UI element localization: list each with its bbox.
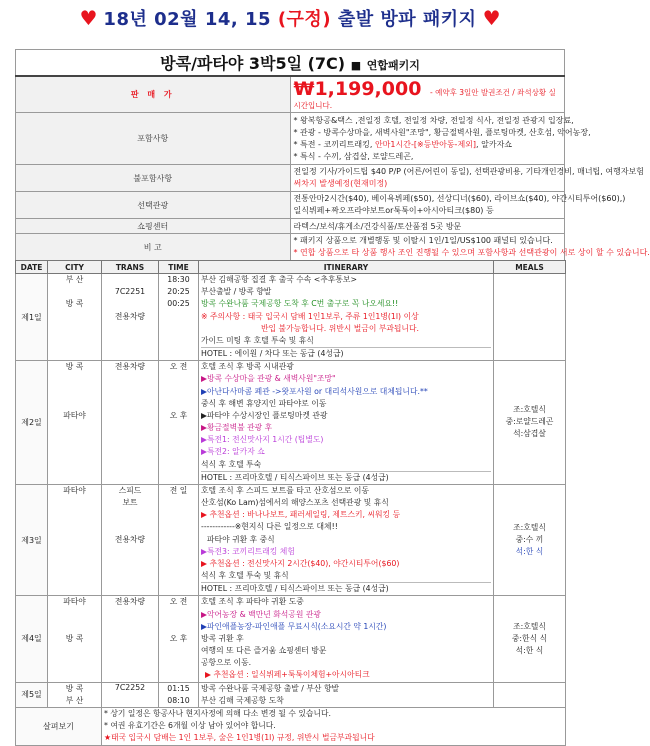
table-row — [16, 361, 566, 485]
price-amount: ₩1,199,000 — [293, 78, 422, 100]
city-cell: 방 콕 파타야 — [48, 361, 102, 485]
meals-cell: 조:호텔식 중:로얄드레곤 석:삼겹살 — [494, 361, 566, 485]
day-label: 제1일 — [16, 274, 48, 361]
itinerary-cell: 호텔 조식 후 방콕 시내관광 ▶방콕 수상마을 관광 & 새벽사원"조망" ▶아난다사마콤 폐관 ->왓포사원 or 대리석사원으로 대체됩니다.** 중식 후 해변 휴양지인 파타야로 이동 ▶파타야 수상시장인 플로팅마켓 관광 ▶황금절벽불 관광 후 ▶특전1: 전신맛사지 1시간 (팁별도) ▶특전2: 알카자 쇼 석식 후 호텔 투숙 HOTEL : 프리마호텔 / 티식스파이브 또는 동급 (4성급) — [199, 361, 494, 485]
excludes-label: 불포함사항 — [16, 165, 291, 192]
itinerary-cell: 호텔 조식 후 스피드 보트를 타고 산호섬으로 이동 산호섬(Ko Lam)섬에서의 해양스포츠 선택관광 및 휴식 ▶ 추천옵션 : 바나나보트, 패러세일링, 제트스키, 씨워킹 등 ------------※현지식 다른 일정으로 대체!! 파타야 귀환 후 중식 ▶특전3: 코끼리트래킹 체험 ▶ 추천옵션 : 전신맛사지 2시간($40), 야간시티투어($60) 석식 후 호텔 투숙 및 휴식 HOTEL : 프리마호텔 / 티식스파이브 또는 동급 (4성급) — [199, 484, 494, 596]
time-cell: 18:30 20:25 00:25 — [159, 274, 199, 361]
itinerary-cell: 방콕 수완나품 국제공항 출발 / 부산 향발 부산 김해 국제공항 도착 — [199, 682, 494, 707]
trans-cell: 전용차량 — [102, 596, 159, 682]
table-row — [16, 708, 566, 746]
day-label: 제2일 — [16, 361, 48, 485]
trans-cell: 7C2252 — [102, 682, 159, 707]
includes-cell: * 왕복항공&택스 ,전일정 호텔, 전일정 차량, 전일정 식사, 전일정 관광지 입장료, * 관광 - 방콕수상마을, 새벽사원"조망", 황금절벽사원, 플로팅마켓, 산호섬, 악어농장, * 특전 - 코끼리트래킹, 안마1시간-[※등반아동-제외], 알카자쇼 * 특식 - 수끼, 삼겹살, 로얄드레곤, — [290, 113, 565, 165]
heart-icon: ♥ — [79, 6, 98, 30]
square-icon: ■ — [350, 59, 362, 72]
meals-cell: 조:호텔식 중:한식 식 석:한 식 — [494, 596, 566, 682]
day-label: 제5일 — [16, 682, 48, 707]
table-row — [16, 596, 566, 682]
header-meals: MEALS — [494, 261, 566, 274]
product-title: 방콕/파타야 3박5일 (7C) ■ 연합패키지 — [16, 50, 565, 77]
table-row — [16, 682, 566, 707]
meals-cell: 조:호텔식 중:수 끼 석:한 식 — [494, 484, 566, 596]
price-cell — [290, 76, 565, 113]
trans-cell: 전용차량 — [102, 361, 159, 485]
city-cell: 방 콕 부 산 — [48, 682, 102, 707]
options-label: 선택관광 — [16, 192, 291, 219]
city-cell: 파타야 방 콕 — [48, 596, 102, 682]
remarks-cell: * 패키지 상품으로 개별행동 및 이탈시 1인/1일/US$100 패널티 있습니다. * 연합 상품으로 타 상품 행사 조인 진행될 수 있으며 포함사항과 선택관광이 서로 상이 할 수 있습니다. — [290, 234, 565, 261]
time-cell: 전 일 — [159, 484, 199, 596]
header-banner — [0, 0, 580, 36]
header-city: CITY — [48, 261, 102, 274]
shopping-cell: 라텍스/보석/휴게소/건강식품/토산품점 5곳 방문 — [290, 219, 565, 234]
package-info-table — [15, 49, 650, 261]
header-date: DATE — [16, 261, 48, 274]
city-cell: 부 산 방 콕 — [48, 274, 102, 361]
remarks-cell: * 상기 일정은 항공사나 현지사정에 의해 다소 변경 될 수 있습니다. * 여권 유효기간은 6개월 이상 남아 있어야 합니다. ★태국 입국시 담배는 1인 1보루, 술은 1인1병(1l) 규정, 위반시 벌금부과됩니다 — [102, 708, 566, 746]
day-label: 제3일 — [16, 484, 48, 596]
time-cell: 01:15 08:10 — [159, 682, 199, 707]
meals-cell — [494, 682, 566, 707]
meals-cell — [494, 274, 566, 361]
hotel-line: HOTEL : 프리마호텔 / 티식스파이브 또는 동급 (4성급) — [201, 582, 491, 595]
includes-label: 포함사항 — [16, 113, 291, 165]
itinerary-cell: 부산 김해공항 집결 후 출국 수속 <추후통보> 부산출발 / 방콕 향발 방콕 수완나품 국제공항 도착 후 C번 출구로 꼭 나오세요!! ※ 주의사항 : 태국 입국시 담배 1인1보루, 주류 1인1병(1l) 이상 반입 불가능합니다. 위반시 벌금이 부과됩니다. 가이드 미팅 후 호텔 투숙 및 휴식 HOTEL : 에이원 / 차다 또는 동급 (4성급) — [199, 274, 494, 361]
header-time: TIME — [159, 261, 199, 274]
day-label: 제4일 — [16, 596, 48, 682]
heart-icon: ♥ — [482, 6, 501, 30]
shopping-label: 쇼핑센터 — [16, 219, 291, 234]
time-cell: 오 전 오 후 — [159, 361, 199, 485]
table-row — [16, 484, 566, 596]
time-cell: 오 전 오 후 — [159, 596, 199, 682]
remarks-label: 비 고 — [16, 234, 291, 261]
city-cell: 파타야 — [48, 484, 102, 596]
itinerary-table — [15, 260, 566, 746]
trans-cell: 스피드 보트 전용차량 — [102, 484, 159, 596]
header-itinerary: ITINERARY — [199, 261, 494, 274]
remarks-label: 살펴보기 — [16, 708, 102, 746]
excludes-cell: 전일정 기사/가이드팁 $40 P/P (어른/어린이 동일), 선택관광비용, 기타개인경비, 매너팁, 여행자보험 써차지 발생예정(현재미정) — [290, 165, 565, 192]
table-row — [16, 274, 566, 361]
itinerary-cell: 호텔 조식 후 파타야 귀환 도중 ▶악어농장 & 백만년 화석공원 관광 ▶파인애플농장-파인애플 무료시식(소요시간 약 1시간) 방콕 귀환 후 여행의 또 다른 즐거움 쇼핑센터 방문 공항으로 이동. ▶ 추천옵션 : 일식뷔페+툭툭이체험+아시아티크 — [199, 596, 494, 682]
price-note: - 예약후 3일안 발권조건 / 좌석상황 실시간입니다. — [293, 88, 556, 110]
trans-cell: 7C2251 전용차량 — [102, 274, 159, 361]
hotel-line: HOTEL : 에이원 / 차다 또는 동급 (4성급) — [201, 347, 491, 360]
price-label: 판 매 가 — [16, 76, 291, 113]
hotel-line: HOTEL : 프리마호텔 / 티식스파이브 또는 동급 (4성급) — [201, 471, 491, 484]
header-trans: TRANS — [102, 261, 159, 274]
options-cell: 전통안마2시간($40), 베이욕뷔페($50), 선상디너($60), 라이브쇼($40), 야간시티투어($60),) 일식뷔페+짜오프라야보트or툭툭이+아시아티크($80) 등 — [290, 192, 565, 219]
page-title: 18년 02월 14, 15 (구정) 출발 방파 패키지 — [103, 9, 477, 30]
